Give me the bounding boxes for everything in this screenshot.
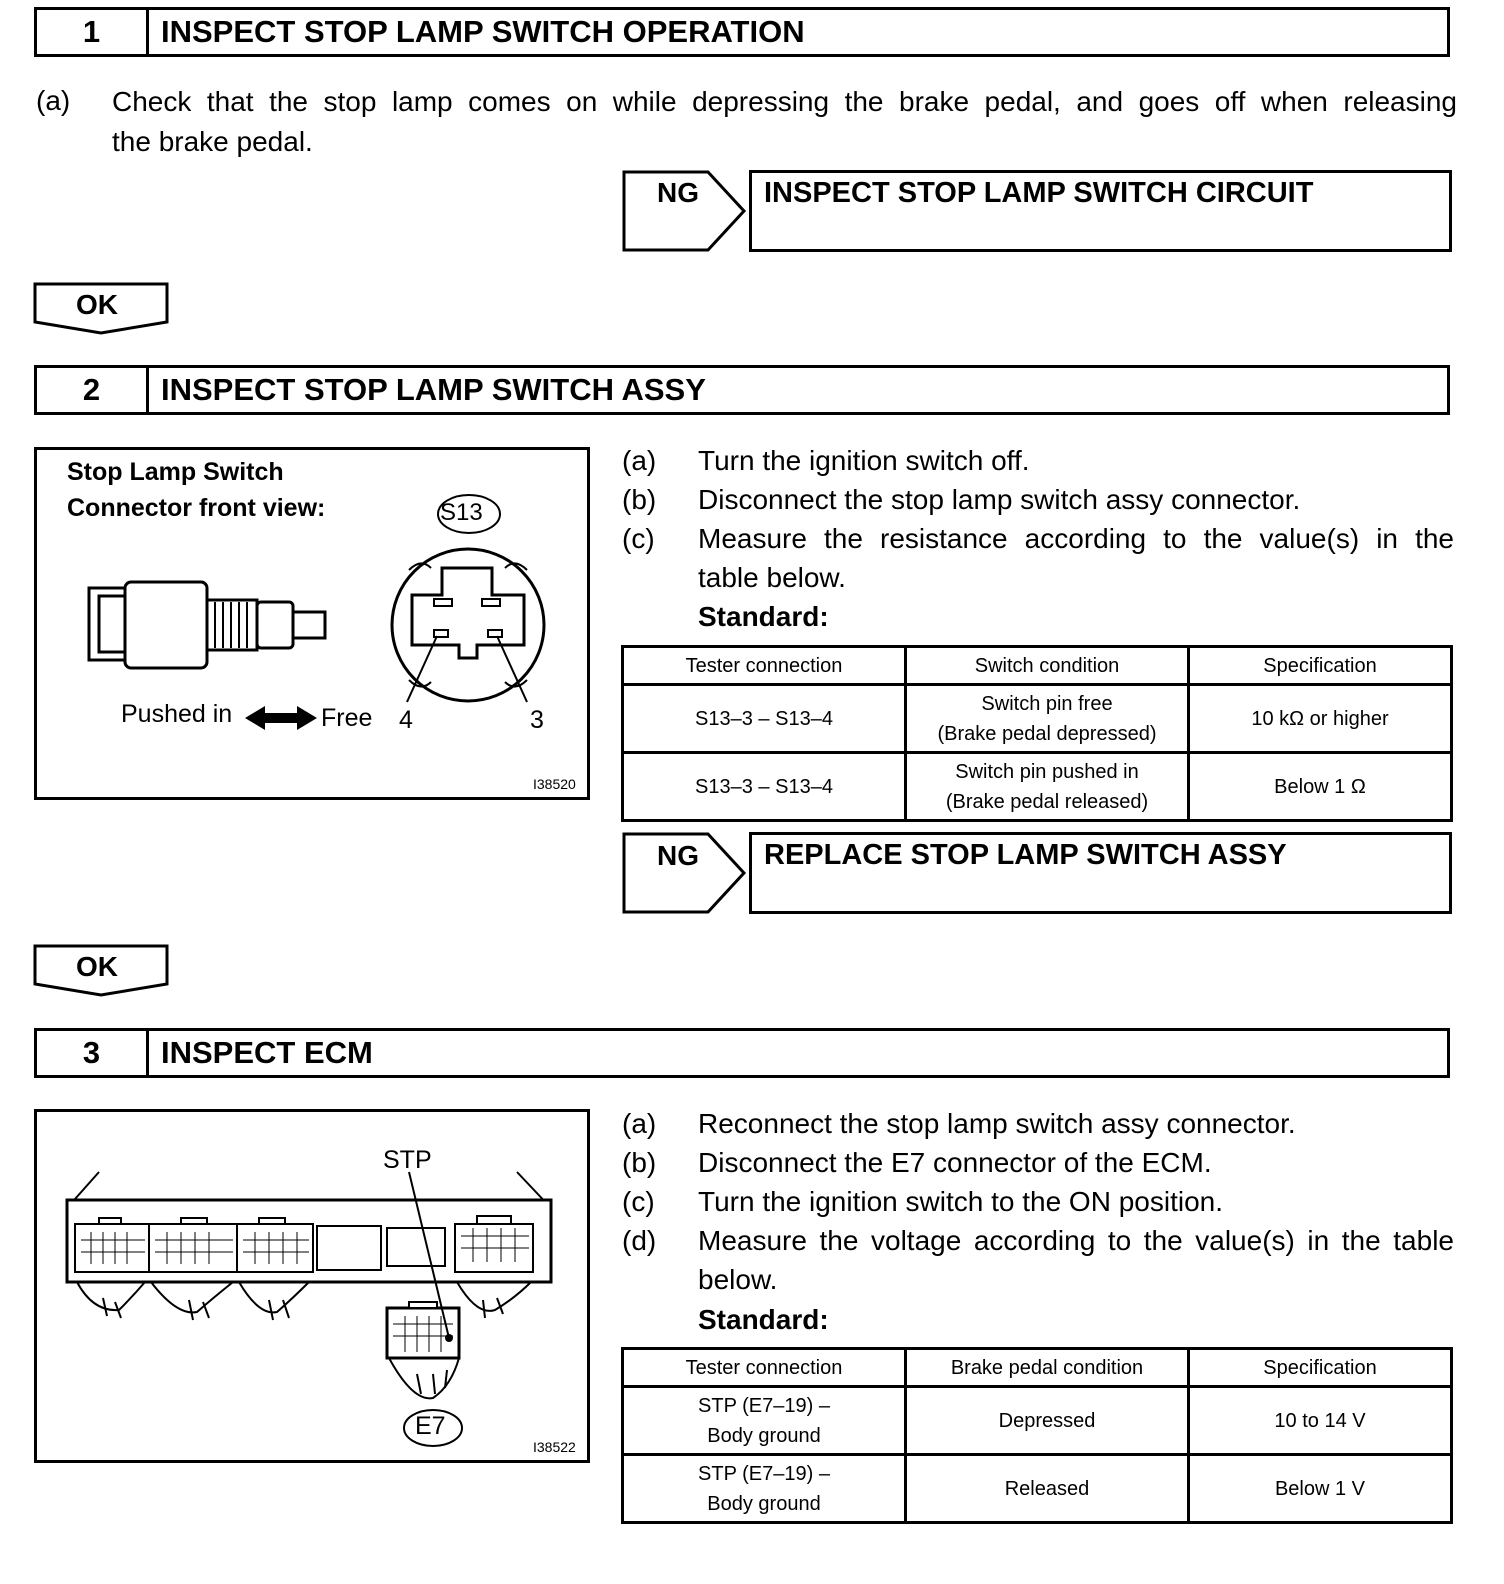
table-cell: S13–3 – S13–4 (623, 753, 906, 821)
step2-ng-result-text: REPLACE STOP LAMP SWITCH ASSY (764, 839, 1287, 871)
table-cell-line: STP (E7–19) – (698, 1394, 830, 1417)
table-row (623, 1387, 1452, 1455)
step2-number: 2 (37, 368, 149, 412)
figure-code: I38520 (533, 776, 576, 792)
table-header: Specification (1189, 647, 1452, 685)
step2-title: INSPECT STOP LAMP SWITCH ASSY (161, 372, 706, 407)
step2-ng-result (749, 832, 1452, 914)
table-cell: Below 1 V (1189, 1455, 1452, 1523)
step2-spec-table (621, 645, 1453, 822)
table-cell: Below 1 Ω (1189, 753, 1452, 821)
table-row (623, 753, 1452, 821)
step3-header (34, 1028, 1450, 1078)
step1-instruction-line1: Check that the stop lamp comes on while depressing the brake pedal, and goes off when releasing (112, 86, 1457, 117)
connector-id-s13: S13 (440, 499, 483, 526)
step3-title: INSPECT ECM (161, 1035, 373, 1070)
ecm-drawing (37, 1112, 587, 1460)
step1-instruction-label: (a) (36, 85, 71, 116)
table-cell-line: (Brake pedal released) (945, 790, 1149, 813)
table-header-row (623, 647, 1452, 685)
step1-instruction-line2: the brake pedal. (112, 126, 313, 157)
step2-standard-label: Standard: (698, 601, 829, 632)
step1-ng-result-text: INSPECT STOP LAMP SWITCH CIRCUIT (764, 177, 1314, 209)
table-cell (623, 1455, 906, 1523)
step2-text-c: Measure the resistance according to the value(s) in the (698, 523, 1454, 554)
pin-4-label: 4 (399, 706, 413, 734)
table-cell: S13–3 – S13–4 (623, 685, 906, 753)
step3-text-c: Turn the ignition switch to the ON position. (698, 1186, 1223, 1217)
step3-spec-table (621, 1347, 1453, 1524)
step1-ok-label: OK (76, 289, 118, 320)
connector-id-e7: E7 (415, 1412, 446, 1440)
table-cell-line: Body ground (707, 1424, 821, 1447)
step3-text-d2: below. (698, 1264, 778, 1295)
step2-text-b: Disconnect the stop lamp switch assy connector. (698, 484, 1301, 515)
table-cell-line: (Brake pedal depressed) (937, 722, 1157, 745)
step1-header (34, 7, 1450, 57)
table-row (623, 685, 1452, 753)
step2-label-b: (b) (622, 484, 657, 515)
step3-text-a: Reconnect the stop lamp switch assy connector. (698, 1108, 1296, 1139)
step2-text-c2: table below. (698, 562, 846, 593)
table-cell-line: Body ground (707, 1492, 821, 1515)
ecm-figure (34, 1109, 590, 1463)
step1-ng-result (749, 170, 1452, 252)
table-cell: Depressed (906, 1387, 1189, 1455)
step1-ng-label: NG (657, 177, 699, 208)
step3-number: 3 (37, 1031, 149, 1075)
step2-label-c: (c) (622, 523, 655, 554)
table-header: Brake pedal condition (906, 1349, 1189, 1387)
stop-lamp-switch-figure (34, 447, 590, 800)
table-cell-line: STP (E7–19) – (698, 1462, 830, 1485)
step3-text-d: Measure the voltage according to the value(s) in the table (698, 1225, 1454, 1256)
table-cell: 10 to 14 V (1189, 1387, 1452, 1455)
step3-text-b: Disconnect the E7 connector of the ECM. (698, 1147, 1212, 1178)
step3-label-d: (d) (622, 1225, 657, 1256)
stp-terminal-label: STP (383, 1146, 432, 1174)
step1-number: 1 (37, 10, 149, 54)
table-cell (906, 753, 1189, 821)
step2-ng-label: NG (657, 840, 699, 871)
table-header: Tester connection (623, 1349, 906, 1387)
figure-title-line2: Connector front view: (67, 494, 326, 522)
step3-label-c: (c) (622, 1186, 655, 1217)
table-cell-line: Switch pin free (981, 692, 1113, 715)
table-cell (906, 685, 1189, 753)
table-cell: Released (906, 1455, 1189, 1523)
table-header: Switch condition (906, 647, 1189, 685)
stop-lamp-switch-drawing (37, 450, 587, 797)
table-cell: 10 kΩ or higher (1189, 685, 1452, 753)
table-row (623, 1455, 1452, 1523)
table-header: Tester connection (623, 647, 906, 685)
pin-3-label: 3 (530, 706, 544, 734)
step3-standard-label: Standard: (698, 1304, 829, 1335)
table-cell (623, 1387, 906, 1455)
step2-header (34, 365, 1450, 415)
table-header-row (623, 1349, 1452, 1387)
step2-text-a: Turn the ignition switch off. (698, 445, 1030, 476)
step3-label-a: (a) (622, 1108, 657, 1139)
step3-label-b: (b) (622, 1147, 657, 1178)
table-header: Specification (1189, 1349, 1452, 1387)
figure-code: I38522 (533, 1439, 576, 1455)
step2-ok-label: OK (76, 951, 118, 982)
free-label: Free (321, 704, 373, 732)
table-cell-line: Switch pin pushed in (955, 760, 1139, 783)
figure-title-line1: Stop Lamp Switch (67, 458, 284, 486)
step1-title: INSPECT STOP LAMP SWITCH OPERATION (161, 14, 805, 49)
pushed-in-label: Pushed in (121, 700, 233, 728)
step2-label-a: (a) (622, 445, 657, 476)
